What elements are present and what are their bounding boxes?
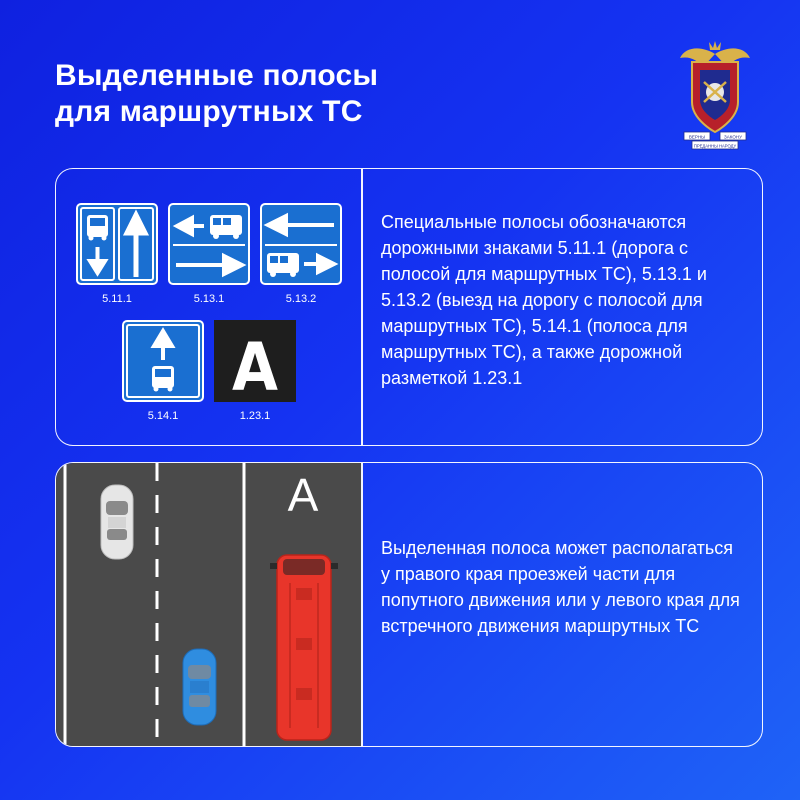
blue-car-icon (183, 649, 216, 725)
signs-description: Специальные полосы обозначаются дорожными знаками 5.11.1 (дорога с полосой для маршрутных ТС), 5.13.1 и 5.13.2 (выезд на дорогу с полосой для маршрутных ТС), 5.14.1 (полоса для маршрутных ТС), а также дорожной разметкой 1.23.1 (381, 212, 707, 388)
emblem-ribbon-bottom: ПРЕДАННЫ НАРОДУ (693, 143, 737, 149)
lane-marking-letter: А (287, 469, 319, 521)
road-signs-card (55, 168, 763, 446)
exit-bus-lane-left-sign-icon (168, 203, 250, 285)
road-marking-a-icon (214, 320, 296, 402)
bus-lane-sign-icon (122, 320, 204, 402)
red-bus-icon (270, 555, 338, 740)
lane-description: Выделенная полоса может располагаться у правого края проезжей части для попутного движения или у левого края для встречного движения маршрутных ТС (381, 538, 740, 636)
bus-lane-road-sign-icon (76, 203, 158, 285)
card1-divider (361, 169, 363, 445)
emblem-ribbon-right: ЗАКОНУ (724, 134, 742, 140)
title-line-2: для маршрутных ТС (55, 95, 363, 128)
page-title (55, 58, 475, 130)
sign-label-5-13-1: 5.13.1 (193, 293, 225, 305)
sign-label-5-13-2: 5.13.2 (285, 293, 317, 305)
title-line-1: Выделенные полосы (55, 59, 379, 92)
emblem-ribbon-left: ВЕРНЫ (688, 134, 706, 140)
road-illustration (56, 463, 361, 747)
lane-position-card (55, 462, 763, 747)
exit-bus-lane-right-sign-icon (260, 203, 342, 285)
sign-label-5-11-1: 5.11.1 (102, 293, 132, 305)
marking-letter: А (232, 329, 278, 402)
police-emblem-icon (680, 40, 750, 152)
white-car-icon (101, 485, 133, 559)
card2-divider (361, 463, 363, 746)
sign-label-5-14-1: 5.14.1 (147, 410, 179, 422)
sign-label-1-23-1: 1.23.1 (239, 410, 271, 422)
